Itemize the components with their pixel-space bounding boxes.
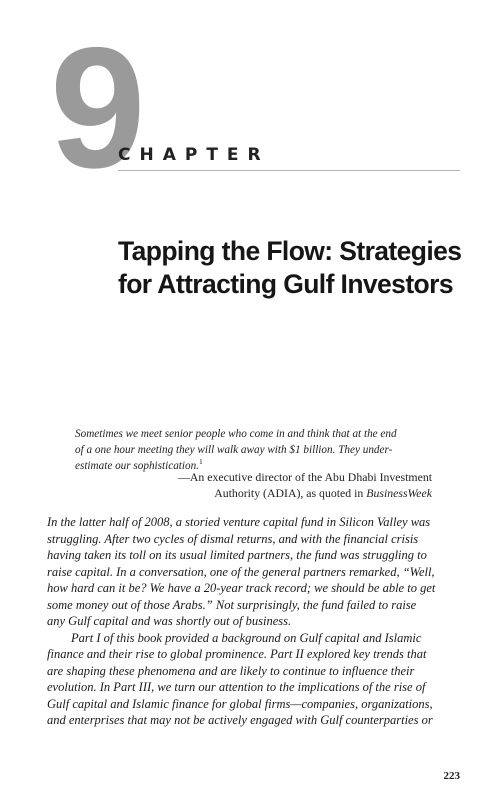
attribution-text: Authority (ADIA), as quoted in [214, 486, 367, 500]
footnote-marker: 1 [199, 457, 203, 466]
page-number: 223 [443, 770, 460, 782]
paragraph-line: raise capital. In a conversation, one of the general partners remarked, “Well, [47, 564, 435, 579]
publication-name: BusinessWeek [366, 486, 432, 500]
paragraph-line: In the latter half of 2008, a storied venture capital fund in Silicon Valley was [47, 515, 431, 529]
paragraph-line: evolution. In Part III, we turn our attention to the implications of the rise of [47, 680, 426, 694]
paragraph-line: struggling. After two cycles of dismal returns, and with the financial crisis [47, 531, 419, 546]
paragraph-line: and enterprises that may not be actively engaged with Gulf counterparties or [47, 713, 433, 727]
attribution-line: —An executive director of the Abu Dhabi Investment [178, 470, 432, 484]
body-text [47, 514, 460, 729]
chapter-title-line: Tapping the Flow: Strategies [118, 236, 462, 266]
paragraph-line: some money out of those Arabs.” Not surprisingly, the fund failed to raise [47, 597, 417, 612]
epigraph-line: Sometimes we meet senior people who come in and think that at the end [75, 428, 397, 440]
chapter-label: CHAPTER [118, 145, 270, 165]
paragraph-line: any Gulf capital and was shortly out of business. [47, 614, 292, 628]
paragraph-line: Part I of this book provided a background on Gulf capital and Islamic [71, 630, 422, 645]
paragraph-line: having taken its toll on its usual limited partners, the fund was struggling to [47, 548, 427, 562]
chapter-title [118, 235, 488, 301]
paragraph-line: Gulf capital and Islamic finance for global firms—companies, organizations, [47, 696, 433, 711]
paragraph-line: how hard can it be? We have a 20-year track record; we should be able to get [47, 581, 436, 595]
chapter-title-line: for Attracting Gulf Investors [118, 269, 453, 299]
epigraph-line: of a one hour meeting they will walk away with $1 billion. They under- [75, 444, 393, 456]
chapter-divider [118, 170, 460, 171]
paragraph-line: are shaping these phenomena and are likely to continue to influence their [47, 663, 415, 678]
chapter-number: 9 [50, 12, 142, 204]
epigraph-quote [75, 426, 443, 474]
attribution-line [75, 485, 432, 501]
paragraph-line: finance and their rise to global prominence. Part II explored key trends that [47, 647, 427, 661]
epigraph-line-text: estimate our sophistication. [75, 460, 199, 472]
epigraph-attribution [75, 469, 432, 501]
